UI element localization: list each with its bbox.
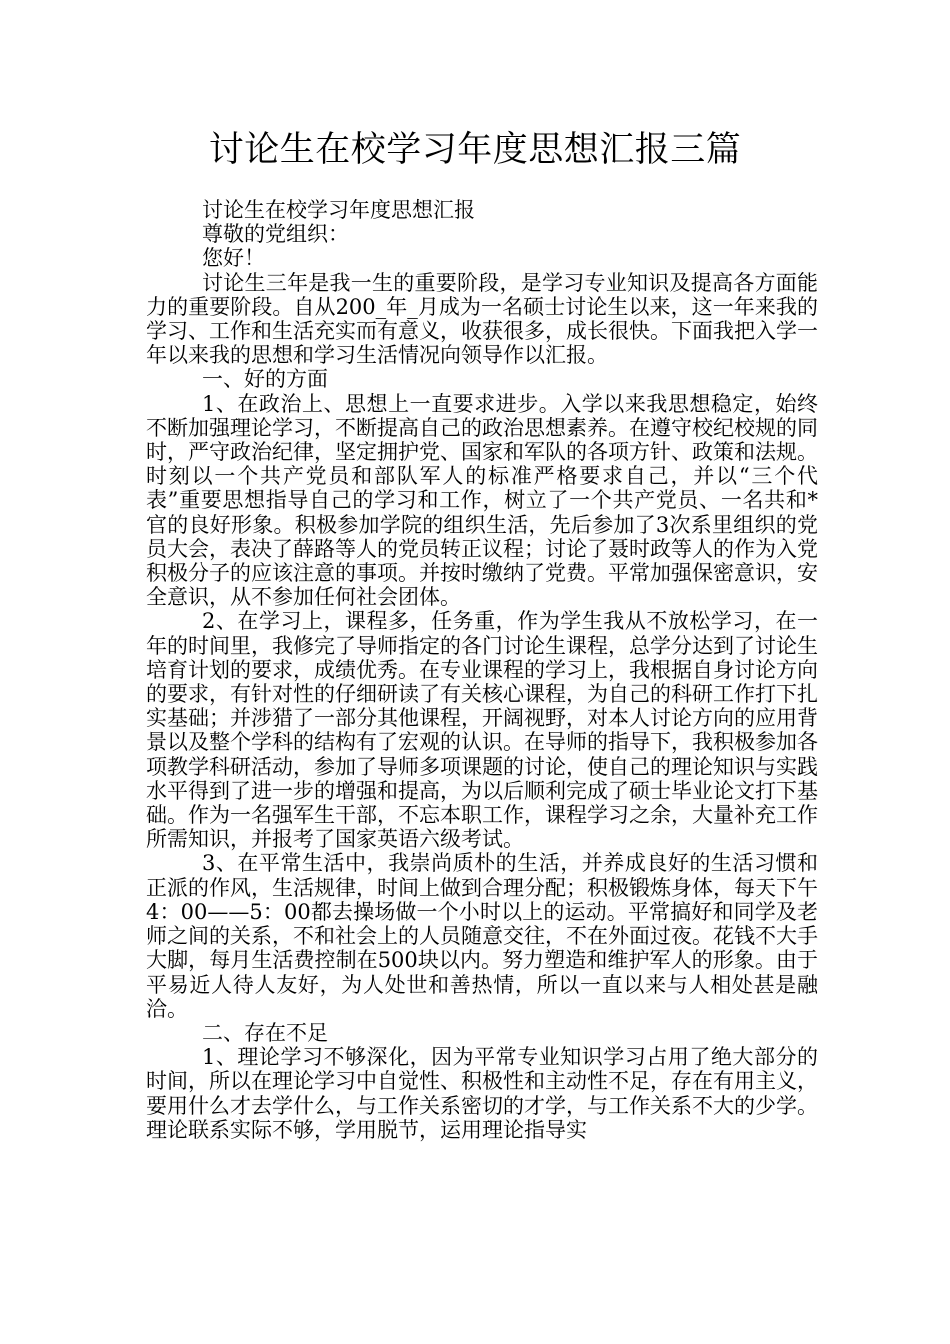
paragraph-study: 2、在学习上，课程多，任务重，作为学生我从不放松学习，在一年的时间里，我修完了导师指定的各门讨论生课程，总学分达到了讨论生培育计划的要求，成绩优秀。在专业课程的学习上，我根据自身讨论方向的要求，有针对性的仔细研读了有关核心课程，为自己的科研工作打下扎实基础；并涉猎了一部分其他课程，开阔视野，对本人讨论方向的应用背景以及整个学科的结构有了宏观的认识。在导师的指导下，我积极参加各项教学科研活动，参加了导师多项课题的讨论，使自己的理论知识与实践水平得到了进一步的增强和提高，为以后顺利完成了硕士毕业论文打下基础。作为一名强军生干部，不忘本职工作，课程学习之余，大量补充工作所需知识，并报考了国家英语六级考试。 xyxy=(146,609,818,852)
section-heading-strengths: 一、好的方面 xyxy=(202,367,328,392)
document-body xyxy=(146,198,818,1142)
salutation: 尊敬的党组织： xyxy=(202,222,349,247)
paragraph-politics: 1、在政治上、思想上一直要求进步。入学以来我思想稳定，始终不断加强理论学习，不断提高自己的政治思想素养。在遵守校纪校规的同时，严守政治纪律，坚定拥护党、国家和军队的各项方针、政策和法规。时刻以一个共产党员和部队军人的标准严格要求自己，并以“三个代表”重要思想指导自己的学习和工作，树立了一个共产党员、一名共和*官的良好形象。积极参加学院的组织生活，先后参加了3次系里组织的党员大会，表决了薛路等人的党员转正议程；讨论了聂时政等人的作为入党积极分子的应该注意的事项。并按时缴纳了党费。平常加强保密意识，安全意识，从不参加任何社会团体。 xyxy=(146,391,818,610)
section-heading-shortcomings: 二、存在不足 xyxy=(202,1020,328,1045)
report-subtitle: 讨论生在校学习年度思想汇报 xyxy=(202,198,475,222)
paragraph-life: 3、在平常生活中，我崇尚质朴的生活，并养成良好的生活习惯和正派的作风，生活规律，时间上做到合理分配；积极锻炼身体，每天下午4：00——5：00都去操场做一个小时以上的运动。平常搞好和同学及老师之间的关系，不和社会上的人员随意交往，不在外面过夜。花钱不大手大脚，每月生活费控制在500块以内。努力塑造和维护军人的形象。由于平易近人待人友好，为人处世和善热情，所以一直以来与人相处甚是融洽。 xyxy=(146,851,818,1021)
greeting: 您好！ xyxy=(202,246,265,271)
intro-paragraph: 讨论生三年是我一生的重要阶段，是学习专业知识及提高各方面能力的重要阶段。自从200_年_月成为一名硕士讨论生以来，这一年来我的学习、工作和生活充实而有意义，收获很多，成长很快。下面我把入学一年以来我的思想和学习生活情况向领导作以汇报。 xyxy=(146,270,818,368)
document-title: 讨论生在校学习年度思想汇报三篇 xyxy=(208,130,742,170)
paragraph-theory: 1、理论学习不够深化，因为平常专业知识学习占用了绝大部分的时间，所以在理论学习中自觉性、积极性和主动性不足，存在有用主义，要用什么才去学什么，与工作关系密切的才学，与工作关系不大的少学。理论联系实际不够，学用脱节，运用理论指导实 xyxy=(146,1045,818,1142)
